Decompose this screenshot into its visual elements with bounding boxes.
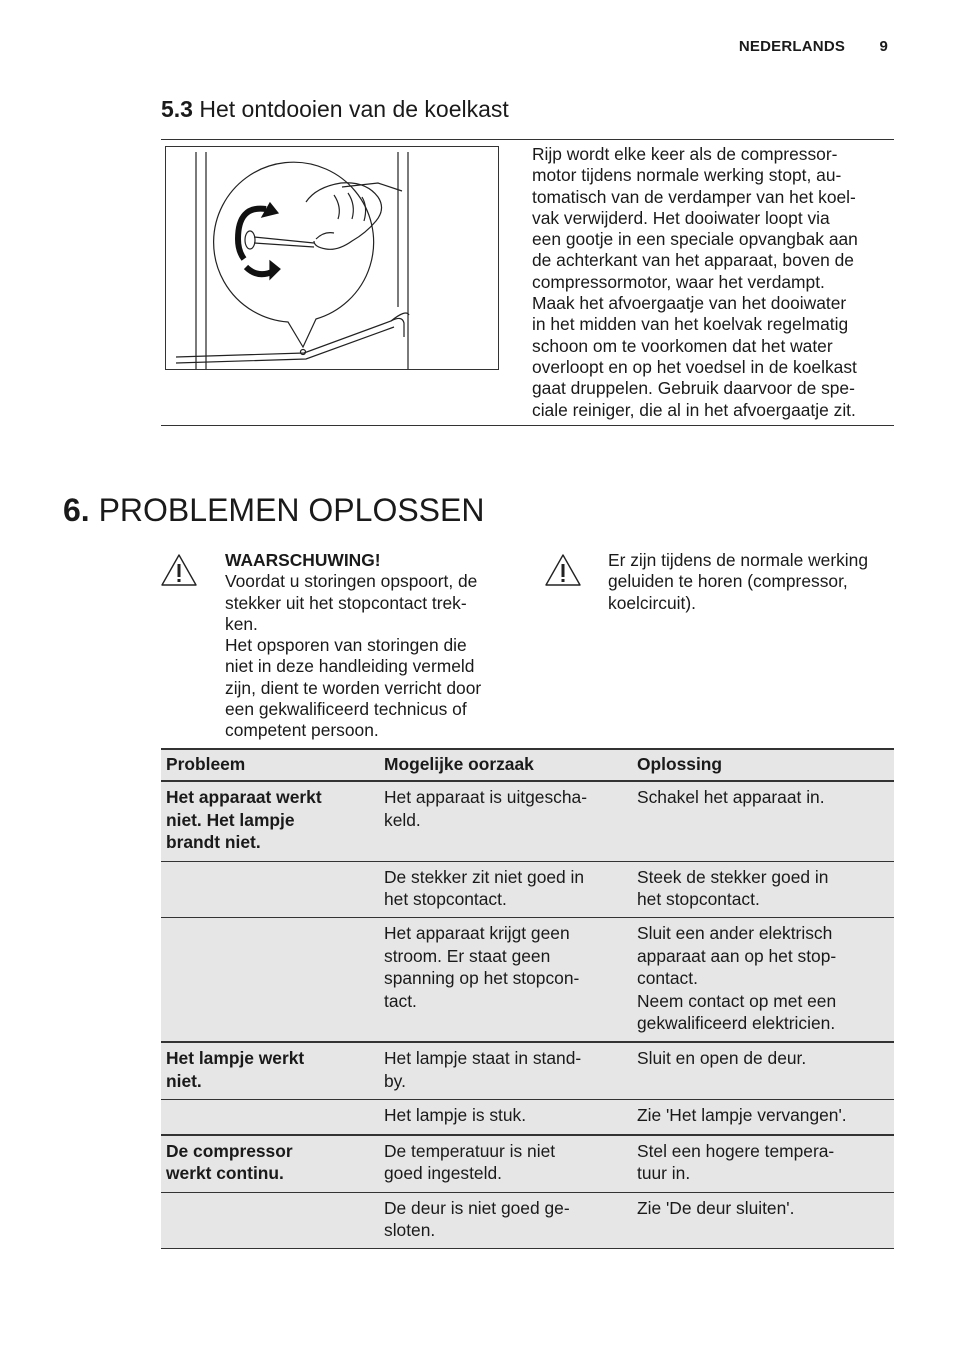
section-5-3-paragraph [532, 144, 894, 421]
section-divider-top [161, 139, 894, 140]
cell-line: goed ingesteld. [384, 1163, 502, 1184]
cell-solution [632, 781, 894, 861]
cell-line: Het lampje staat in stand- [384, 1048, 582, 1069]
table-row [161, 1100, 894, 1135]
cell-line: contact. [637, 968, 698, 989]
cell-cause [379, 861, 632, 918]
paragraph-line: overloopt en op het voedsel in de koelkast [532, 356, 857, 377]
table-row [161, 861, 894, 918]
cell-line: brandt niet. [166, 832, 261, 853]
cell-problem [161, 1135, 379, 1192]
cell-problem [161, 1042, 379, 1099]
cell-line: De temperatuur is niet [384, 1140, 556, 1161]
warning-line: competent persoon. [225, 720, 379, 741]
paragraph-line: Rijp wordt elke keer als de compressor- [532, 144, 838, 164]
warning-text-2 [608, 550, 898, 614]
cell-cause [379, 1042, 632, 1099]
cell-solution [632, 861, 894, 918]
section-divider-bottom [161, 425, 894, 426]
page-header [739, 38, 888, 55]
table-row [161, 781, 894, 861]
section-6-title: PROBLEMEN OPLOSSEN [98, 492, 485, 528]
paragraph-line: de achterkant van het apparaat, boven de [532, 250, 854, 271]
cell-line: stroom. Er staat geen [384, 945, 551, 966]
paragraph-line: ciale reiniger, die al in het afvoergaatje zit. [532, 399, 856, 420]
table-row [161, 1135, 894, 1192]
cell-line: niet. [166, 1070, 202, 1091]
page-number: 9 [879, 38, 888, 55]
cell-solution [632, 1192, 894, 1249]
paragraph-line: vak verwijderd. Het dooiwater loopt via [532, 207, 830, 228]
cell-line: Steek de stekker goed in [637, 866, 829, 887]
warning-line: Het opsporen van storingen die [225, 635, 467, 656]
warning-line: koelcircuit). [608, 592, 696, 613]
warning-triangle-icon [160, 553, 198, 587]
warning-title: WAARSCHUWING! [225, 550, 381, 570]
cell-line: Het lampje is stuk. [384, 1105, 527, 1126]
cell-line: by. [384, 1070, 406, 1091]
cell-line: tuur in. [637, 1163, 691, 1184]
section-6-number: 6. [63, 492, 90, 528]
cell-line: Het apparaat is uitgescha- [384, 787, 588, 808]
warning-line: een gekwalificeerd technicus of [225, 699, 467, 720]
cell-line: tact. [384, 990, 417, 1011]
cell-line: Zie 'Het lampje vervangen'. [637, 1105, 847, 1126]
paragraph-line: tomatisch van de verdamper van het koel- [532, 186, 856, 207]
warning-line: Voordat u storingen opspoort, de [225, 571, 478, 592]
cell-solution [632, 1042, 894, 1099]
header-problem: Probleem [161, 749, 379, 781]
cell-cause [379, 1192, 632, 1249]
cell-cause [379, 781, 632, 861]
warning-line: Er zijn tijdens de normale werking [608, 550, 869, 570]
table-header-row [161, 749, 894, 781]
warning-line: geluiden te horen (compressor, [608, 571, 848, 592]
cell-cause [379, 1135, 632, 1192]
cell-problem [161, 918, 379, 1043]
cell-line: Neem contact op met een [637, 990, 837, 1011]
paragraph-line: gaat druppelen. Gebruik daarvoor de spe- [532, 378, 855, 399]
section-5-3-title: Het ontdooien van de koelkast [199, 96, 509, 122]
cell-line: Stel een hogere tempera- [637, 1140, 835, 1161]
cell-line: niet. Het lampje [166, 809, 295, 830]
cell-line: De compressor [166, 1140, 293, 1161]
section-6-heading [63, 492, 484, 529]
cell-line: Het lampje werkt [166, 1048, 305, 1069]
cell-line: apparaat aan op het stop- [637, 945, 837, 966]
warning-line: stekker uit het stopcontact trek- [225, 592, 467, 613]
defrost-illustration [165, 146, 499, 370]
cell-line: werkt continu. [166, 1163, 284, 1184]
defrost-cleaning-illustration-icon [166, 147, 500, 371]
paragraph-line: motor tijdens normale werking stopt, au- [532, 165, 842, 186]
cell-line: gekwalificeerd elektricien. [637, 1013, 836, 1034]
cell-line: sloten. [384, 1219, 436, 1240]
cell-line: Schakel het apparaat in. [637, 787, 825, 808]
paragraph-line: schoon om te voorkomen dat het water [532, 335, 833, 356]
cell-solution [632, 918, 894, 1043]
cell-line: Sluit een ander elektrisch [637, 923, 833, 944]
cell-line: Het apparaat krijgt geen [384, 923, 570, 944]
cell-line: het stopcontact. [637, 889, 760, 910]
cell-line: spanning op het stopcon- [384, 968, 580, 989]
cell-line: keld. [384, 809, 421, 830]
paragraph-line: compressormotor, waar het verdampt. [532, 271, 825, 292]
header-cause: Mogelijke oorzaak [379, 749, 632, 781]
cell-line: Zie 'De deur sluiten'. [637, 1197, 795, 1218]
cell-line: het stopcontact. [384, 889, 507, 910]
cell-problem [161, 1100, 379, 1135]
warning-line: niet in deze handleiding vermeld [225, 656, 475, 677]
table-row [161, 918, 894, 1043]
cell-solution [632, 1100, 894, 1135]
cell-line: Het apparaat werkt [166, 787, 322, 808]
header-language: NEDERLANDS [738, 38, 846, 55]
cell-solution [632, 1135, 894, 1192]
cell-problem [161, 861, 379, 918]
table-row [161, 1042, 894, 1099]
paragraph-line: een gootje in een speciale opvangbak aan [532, 229, 858, 250]
cell-cause [379, 1100, 632, 1135]
cell-cause [379, 918, 632, 1043]
section-5-3-heading [161, 96, 509, 123]
section-5-3-number: 5.3 [161, 96, 193, 122]
troubleshooting-table [161, 748, 894, 1249]
header-solution: Oplossing [632, 749, 894, 781]
cell-problem [161, 1192, 379, 1249]
warning-line: zijn, dient te worden verricht door [225, 677, 482, 698]
cell-line: De deur is niet goed ge- [384, 1197, 570, 1218]
table-row [161, 1192, 894, 1249]
paragraph-line: Maak het afvoergaatje van het dooiwater [532, 293, 847, 314]
cell-line: Sluit en open de deur. [637, 1048, 807, 1069]
paragraph-line: in het midden van het koelvak regelmatig [532, 314, 849, 335]
warning-line: ken. [225, 613, 258, 634]
warning-text-1 [225, 550, 515, 742]
cell-problem [161, 781, 379, 861]
warning-triangle-icon [544, 553, 582, 587]
cell-line: De stekker zit niet goed in [384, 866, 585, 887]
